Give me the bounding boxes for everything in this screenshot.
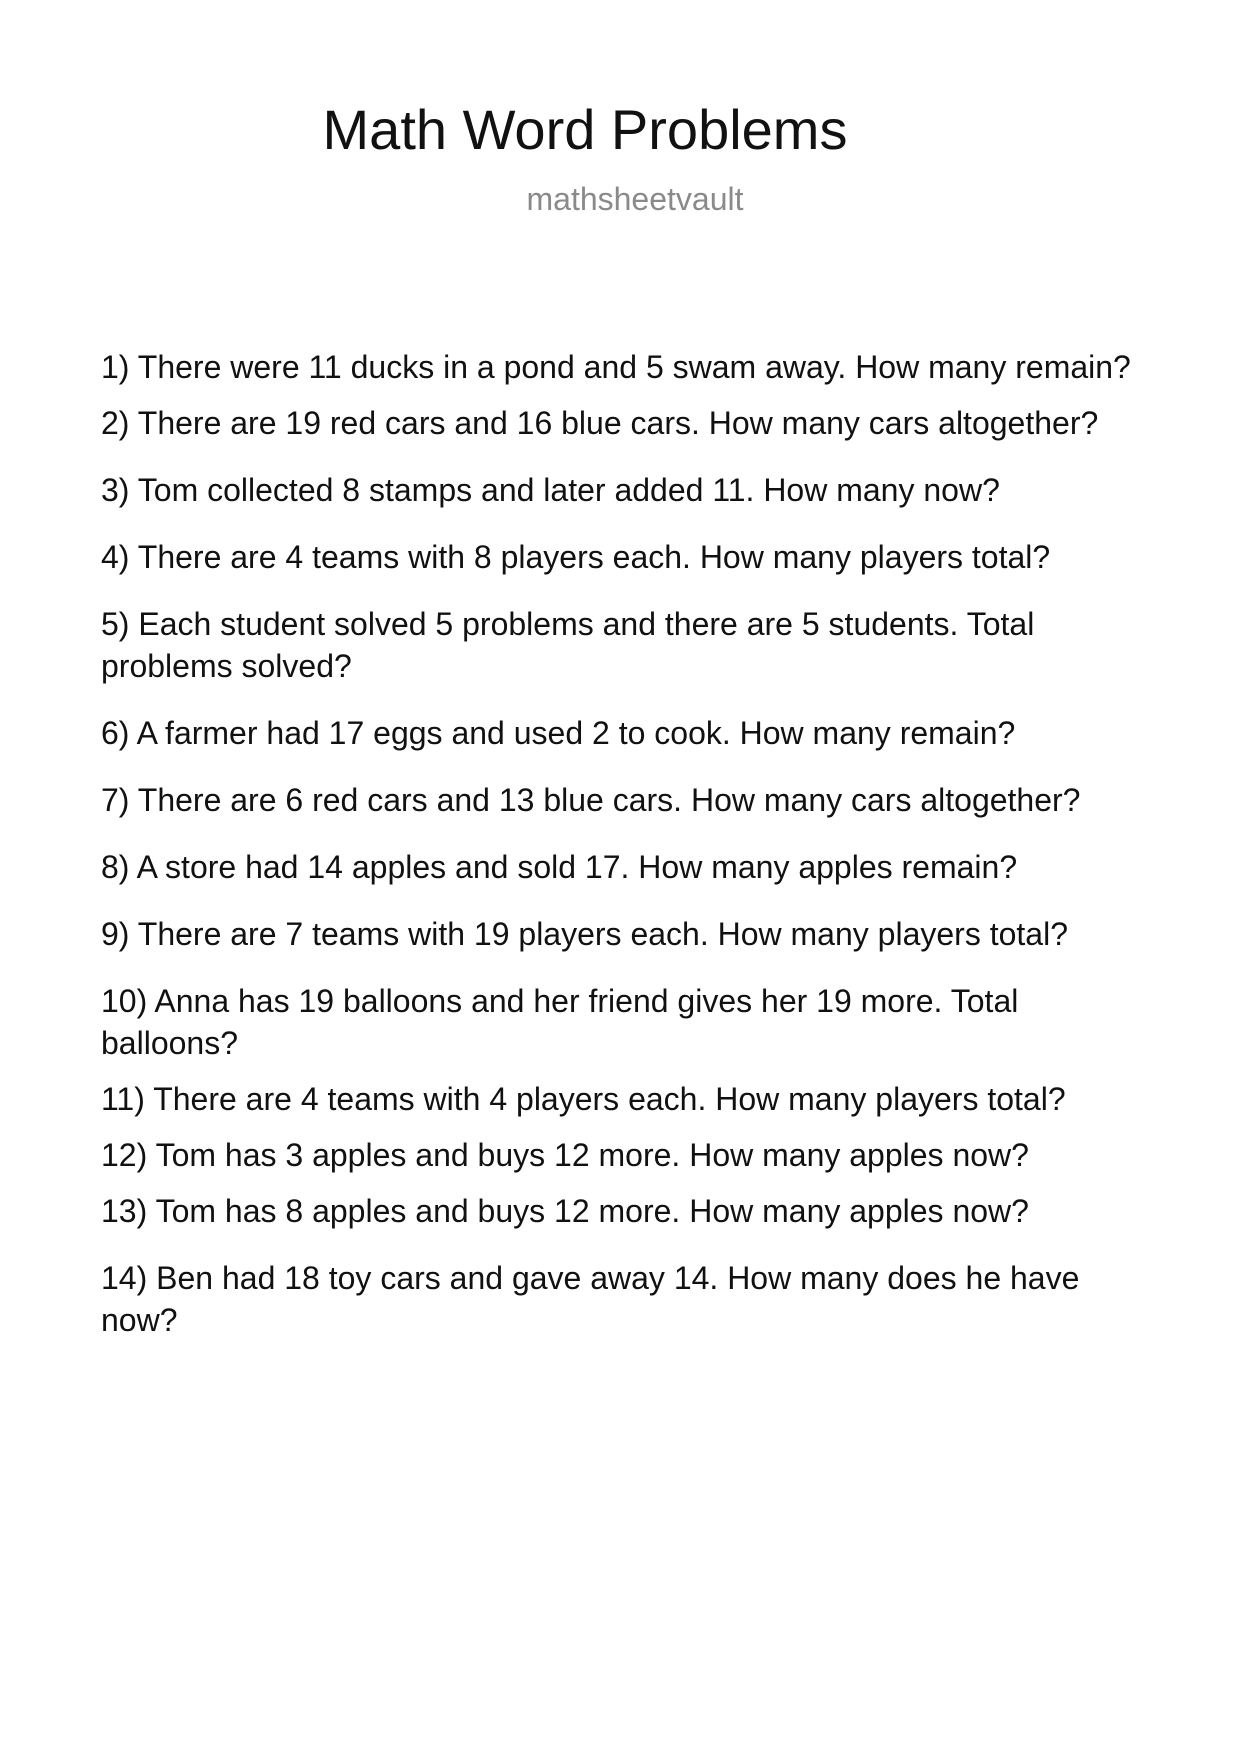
problem-item: 11) There are 4 teams with 4 players each. How many players total? [101,1081,1066,1117]
problem-item: 9) There are 7 teams with 19 players each. How many players total? [101,916,1068,952]
page-title: Math Word Problems [322,98,848,161]
problem-item: 13) Tom has 8 apples and buys 12 more. How many apples now? [101,1193,1029,1229]
problem-item: 1) There were 11 ducks in a pond and 5 swam away. How many remain? [101,349,1131,385]
problem-item: 7) There are 6 red cars and 13 blue cars. How many cars altogether? [101,782,1081,818]
problem-item: 14) Ben had 18 toy cars and gave away 14. How many does he have now? [101,1260,1080,1338]
page-subtitle: mathsheetvault [526,181,744,217]
problem-item: 2) There are 19 red cars and 16 blue cars. How many cars altogether? [101,405,1099,441]
problem-item: 3) Tom collected 8 stamps and later added 11. How many now? [101,472,1000,508]
problem-item: 4) There are 4 teams with 8 players each. How many players total? [101,539,1051,575]
problem-list [101,346,1161,1341]
problem-item: 10) Anna has 19 balloons and her friend gives her 19 more. Total balloons? [101,983,1019,1061]
problem-item: 8) A store had 14 apples and sold 17. How many apples remain? [101,849,1018,885]
problem-item: 6) A farmer had 17 eggs and used 2 to cook. How many remain? [101,715,1016,751]
problem-item: 5) Each student solved 5 problems and there are 5 students. Total problems solved? [101,606,1035,684]
problem-item: 12) Tom has 3 apples and buys 12 more. How many apples now? [101,1137,1029,1173]
